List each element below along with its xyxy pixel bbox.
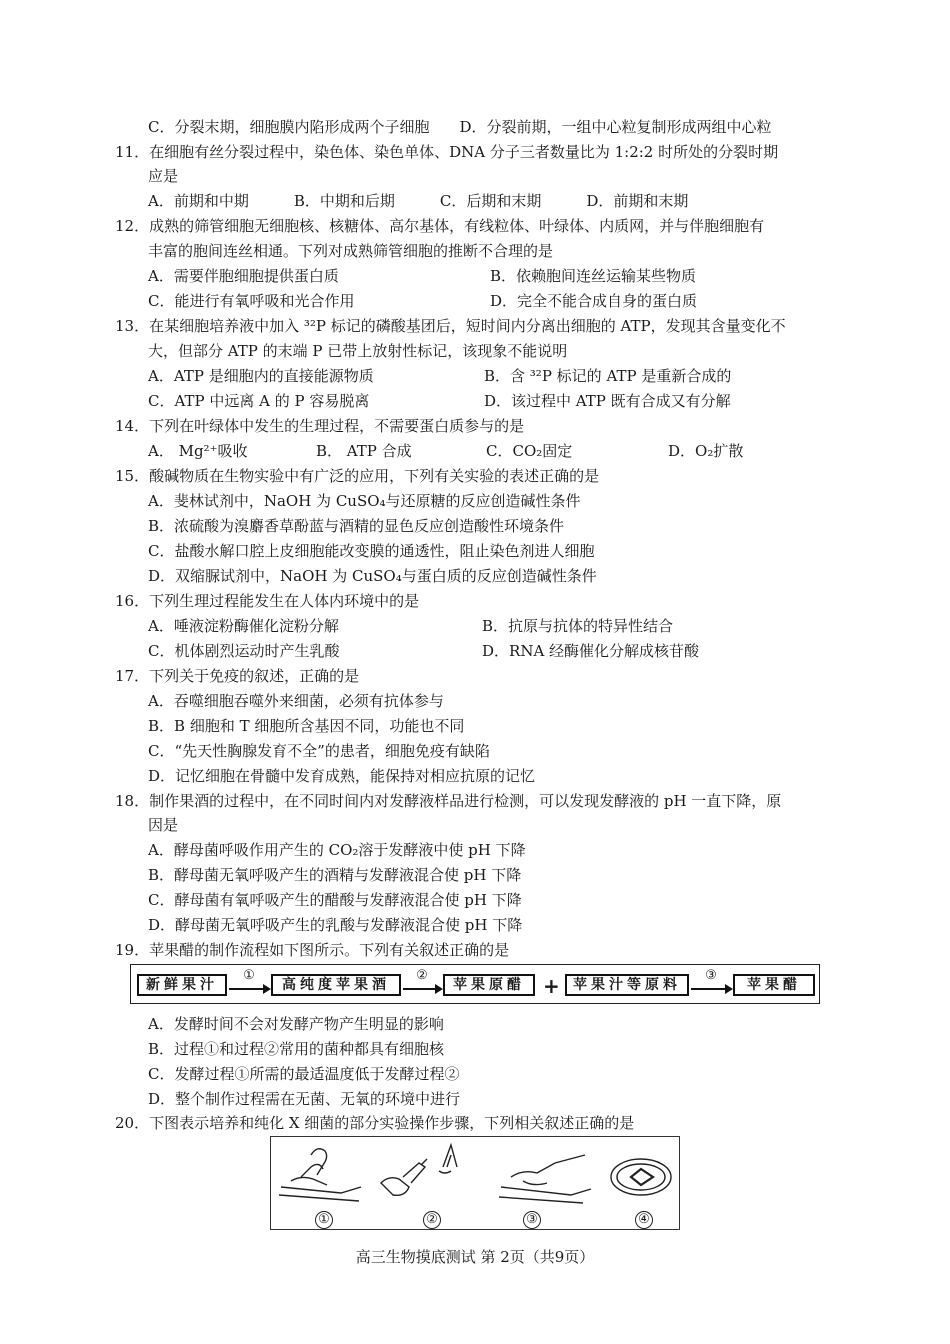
flow-plus-sign: + [543, 974, 560, 998]
question-15-option-a: A．斐林试剂中，NaOH 为 CuSO₄与还原糖的反应创造碱性条件 [148, 492, 581, 510]
page-footer: 高三生物摸底测试 第 2页（共9页） [355, 1248, 595, 1266]
question-20-stem: 20．下图表示培养和纯化 X 细菌的部分实验操作步骤，下列相关叙述正确的是 [115, 1114, 635, 1132]
question-18-option-d: D．酵母菌无氧呼吸产生的乳酸与发酵液混合使 pH 下降 [148, 916, 523, 934]
question-19-option-b: B．过程①和过程②常用的菌种都具有细胞核 [148, 1040, 445, 1058]
question-15-option-b: B．浓硫酸为溴麝香草酚蓝与酒精的显色反应创造酸性环境条件 [148, 517, 565, 535]
question-16-option-d: D．RNA 经酶催化分解成核苷酸 [482, 642, 700, 660]
question-17-option-c: C．“先天性胸腺发育不全”的患者，细胞免疫有缺陷 [148, 742, 490, 760]
arrow-head-icon [263, 984, 271, 994]
flow-box-apple-vinegar: 苹果醋 [733, 974, 815, 996]
question-14-stem: 14．下列在叶绿体中发生的生理过程，不需要蛋白质参与的是 [115, 417, 525, 435]
q10-options-cd: C．分裂末期，细胞膜内陷形成两个子细胞 D．分裂前期，一组中心粒复制形成两组中心粒 [148, 118, 772, 136]
question-15-stem: 15．酸碱物质在生物实验中有广泛的应用，下列有关实验的表述正确的是 [115, 467, 600, 485]
question-13-stem: 13．在某细胞培养液中加入 ³²P 标记的磷酸基团后，短时间内分离出细胞的 ATP，发现其含量变化不 [115, 317, 786, 335]
question-12-option-b: B．依赖胞间连丝运输某些物质 [490, 267, 697, 285]
figure-label-4: ④ [635, 1211, 653, 1229]
figure-label-3: ③ [523, 1211, 541, 1229]
question-13-option-b: B．含 ³²P 标记的 ATP 是重新合成的 [484, 367, 732, 385]
question-14-option-a: A． Mg²⁺吸收 [148, 442, 248, 460]
question-11-stem: 11．在细胞有丝分裂过程中，染色体、染色单体、DNA 分子三者数量比为 1:2:2 时所处的分裂时期 [115, 143, 779, 161]
question-15-option-d: D．双缩脲试剂中，NaOH 为 CuSO₄与蛋白质的反应创造碱性条件 [148, 567, 597, 585]
flow-arrow-step-3 [691, 969, 731, 995]
flow-step-2-label: ② [416, 968, 428, 983]
question-17-option-d: D．记忆细胞在骨髓中发育成熟，能保持对相应抗原的记忆 [148, 767, 536, 785]
question-13-option-d: D．该过程中 ATP 既有合成又有分解 [484, 392, 731, 410]
question-19-option-a: A．发酵时间不会对发酵产物产生明显的影响 [148, 1015, 444, 1033]
question-16-option-c: C．机体剧烈运动时产生乳酸 [148, 642, 340, 660]
question-19-stem: 19．苹果醋的制作流程如下图所示。下列有关叙述正确的是 [115, 941, 510, 959]
question-12-stem: 12．成熟的筛管细胞无细胞核、核糖体、高尔基体，有线粒体、叶绿体、内质网，并与伴胞细胞有 [115, 217, 765, 235]
figure-label-1: ① [315, 1211, 333, 1229]
question-12-stem-cont: 丰富的胞间连丝相通。下列对成熟筛管细胞的推断不合理的是 [148, 242, 554, 260]
question-18-stem: 18．制作果酒的过程中，在不同时间内对发酵液样品进行检测，可以发现发酵液的 pH 一直下降，原 [115, 792, 782, 810]
arrow-head-icon [435, 984, 443, 994]
lab-steps-illustration [271, 1137, 679, 1209]
question-13-stem-cont: 大，但部分 ATP 的末端 P 已带上放射性标记，该现象不能说明 [148, 342, 568, 360]
question-18-stem-cont: 因是 [148, 816, 179, 834]
question-16-option-b: B．抗原与抗体的特异性结合 [482, 617, 674, 635]
flow-box-apple-juice-materials: 苹果汁等原料 [565, 974, 689, 996]
question-13-option-a: A．ATP 是细胞内的直接能源物质 [148, 367, 374, 385]
question-15-option-c: C．盐酸水解口腔上皮细胞能改变膜的通透性，阻止染色剂进人细胞 [148, 542, 595, 560]
flow-box-high-purity-cider: 高纯度苹果酒 [271, 974, 401, 996]
question-16-stem: 16．下列生理过程能发生在人体内环境中的是 [115, 592, 420, 610]
bacteria-culture-steps-figure [270, 1136, 680, 1230]
flow-step-1-label: ① [243, 968, 255, 983]
question-13-option-c: C．ATP 中远离 A 的 P 容易脱离 [148, 392, 370, 410]
question-18-option-a: A．酵母菌呼吸作用产生的 CO₂溶于发酵液中使 pH 下降 [148, 841, 526, 859]
flow-arrow-step-2 [403, 969, 441, 995]
question-11-stem-cont: 应是 [148, 167, 179, 185]
question-14-option-b: B． ATP 合成 [316, 442, 412, 460]
question-18-option-c: C．酵母菌有氧呼吸产生的醋酸与发酵液混合使 pH 下降 [148, 891, 522, 909]
flow-arrow-step-1 [229, 969, 269, 995]
apple-vinegar-flow-diagram [130, 964, 820, 1004]
question-16-option-a: A．唾液淀粉酶催化淀粉分解 [148, 617, 339, 635]
flow-box-raw-vinegar: 苹果原醋 [443, 974, 535, 996]
flow-step-3-label: ③ [705, 968, 717, 983]
question-14-option-d: D．O₂扩散 [668, 442, 744, 460]
arrow-head-icon [725, 984, 733, 994]
question-12-option-d: D．完全不能合成自身的蛋白质 [490, 292, 698, 310]
question-14-option-c: C．CO₂固定 [486, 442, 573, 460]
question-17-option-a: A．吞噬细胞吞噬外来细菌，必须有抗体参与 [148, 692, 444, 710]
question-11-options: A．前期和中期 B．中期和后期 C．后期和末期 D．前期和末期 [148, 192, 689, 210]
question-12-option-c: C．能进行有氧呼吸和光合作用 [148, 292, 355, 310]
question-12-option-a: A．需要伴胞细胞提供蛋白质 [148, 267, 339, 285]
figure-label-2: ② [423, 1211, 441, 1229]
question-19-option-c: C．发酵过程①所需的最适温度低于发酵过程② [148, 1065, 460, 1083]
question-17-stem: 17．下列关于免疫的叙述，正确的是 [115, 667, 360, 685]
question-17-option-b: B．B 细胞和 T 细胞所含基因不同，功能也不同 [148, 717, 465, 735]
question-18-option-b: B．酵母菌无氧呼吸产生的酒精与发酵液混合使 pH 下降 [148, 866, 522, 884]
flow-box-fresh-juice: 新鲜果汁 [137, 974, 227, 996]
question-19-option-d: D．整个制作过程需在无菌、无氧的环境中进行 [148, 1090, 461, 1108]
